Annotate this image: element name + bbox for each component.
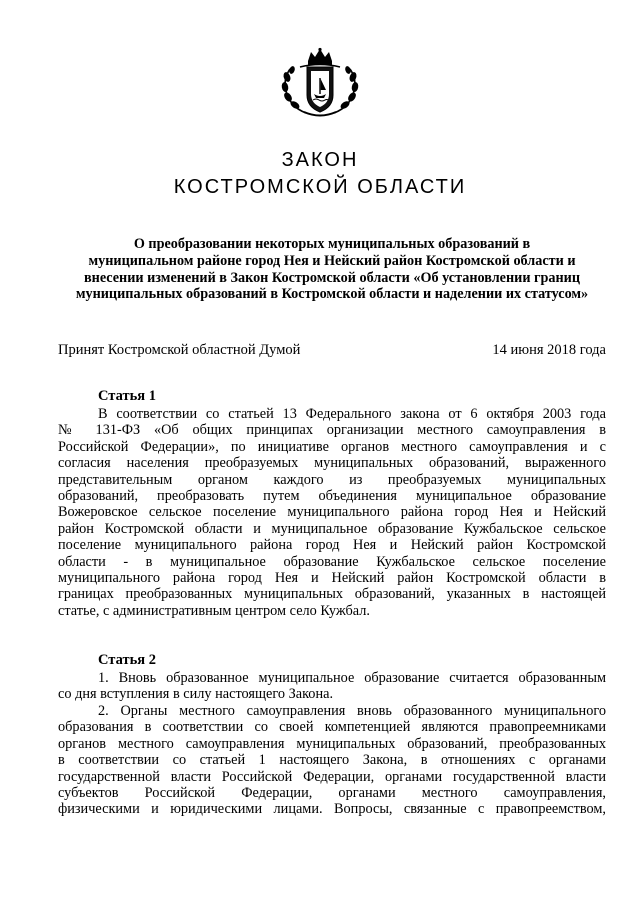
adoption-date: 14 июня 2018 года — [492, 342, 606, 358]
article-2-heading: Статья 2 — [98, 652, 156, 668]
article-2-paragraph-2 — [58, 703, 606, 818]
adopted-by-text: Принят Костромской областной Думой — [58, 342, 301, 358]
text-line: со дня вступления в силу настоящего Закона. — [58, 686, 334, 703]
text-line: органов местного самоуправления муниципальных образований, преобразованных — [58, 735, 606, 752]
text-line: образований, преобразовать путем объединения муниципальное образование — [58, 487, 606, 504]
law-title-line: О преобразовании некоторых муниципальных образований в — [133, 236, 531, 252]
coat-of-arms-emblem — [270, 47, 370, 119]
article-1-heading: Статья 1 — [98, 388, 156, 404]
text-line: статье, с административным центром село Кужбал. — [58, 602, 370, 619]
text-line: физическими и юридическими лицами. Вопросы, связанные с правопреемством, — [58, 801, 606, 818]
text-line: образования в соответствии со своей компетенцией являются правопреемниками — [58, 719, 606, 736]
article-1-text — [58, 406, 606, 619]
text-line: Вожеровское сельское поселение муниципального района город Нея и Нейский — [58, 504, 606, 521]
text-line: границах преобразованных муниципальных образований, указанных в настоящей — [58, 586, 606, 603]
text-line: Российской Федерации», по инициативе органов местного самоуправления и с — [58, 438, 606, 455]
text-line: согласия населения преобразуемых муниципальных образований, выраженного — [58, 455, 606, 472]
region-name-heading: КОСТРОМСКОЙ ОБЛАСТИ — [173, 176, 467, 198]
text-line: в соответствии со статьей 1 настоящего Закона, в отношениях с органами — [58, 752, 606, 769]
text-line: муниципального района город Нея и Нейский район Костромской области в — [58, 569, 606, 586]
text-line: № 131-ФЗ «Об общих принципах организации местного самоуправления в — [58, 422, 606, 439]
text-line: 2. Органы местного самоуправления вновь образованного муниципального — [98, 703, 606, 719]
text-line: субъектов Российской Федерации, органами местного самоуправления, — [58, 784, 606, 801]
text-line: государственной власти Российской Федерации, органами государственной власти — [58, 768, 606, 785]
text-line: представительным органом каждого из преобразуемых муниципальных — [58, 471, 606, 488]
text-line: области - в муниципальное образование Кужбальское сельское поселение — [58, 553, 606, 570]
text-line: 1. Вновь образованное муниципальное образование считается образованным — [98, 670, 606, 686]
law-heading: ЗАКОН — [281, 149, 359, 171]
article-2-paragraph-1 — [58, 670, 606, 703]
text-line: В соответствии со статьей 13 Федерального закона от 6 октября 2003 года — [98, 406, 606, 422]
text-line: поселение муниципального района город Нея и Нейский район Костромской — [58, 537, 606, 554]
text-line: район Костромской области и муниципальное образование Кужбальское сельское — [58, 520, 606, 537]
law-title — [58, 236, 606, 303]
law-title-line: муниципальных образований в Костромской области и наделении их статусом» — [75, 286, 589, 303]
law-title-line: муниципальном районе город Нея и Нейский район Костромской области и — [88, 252, 576, 269]
law-title-line: внесении изменений в Закон Костромской области «Об установлении границ — [83, 269, 580, 286]
